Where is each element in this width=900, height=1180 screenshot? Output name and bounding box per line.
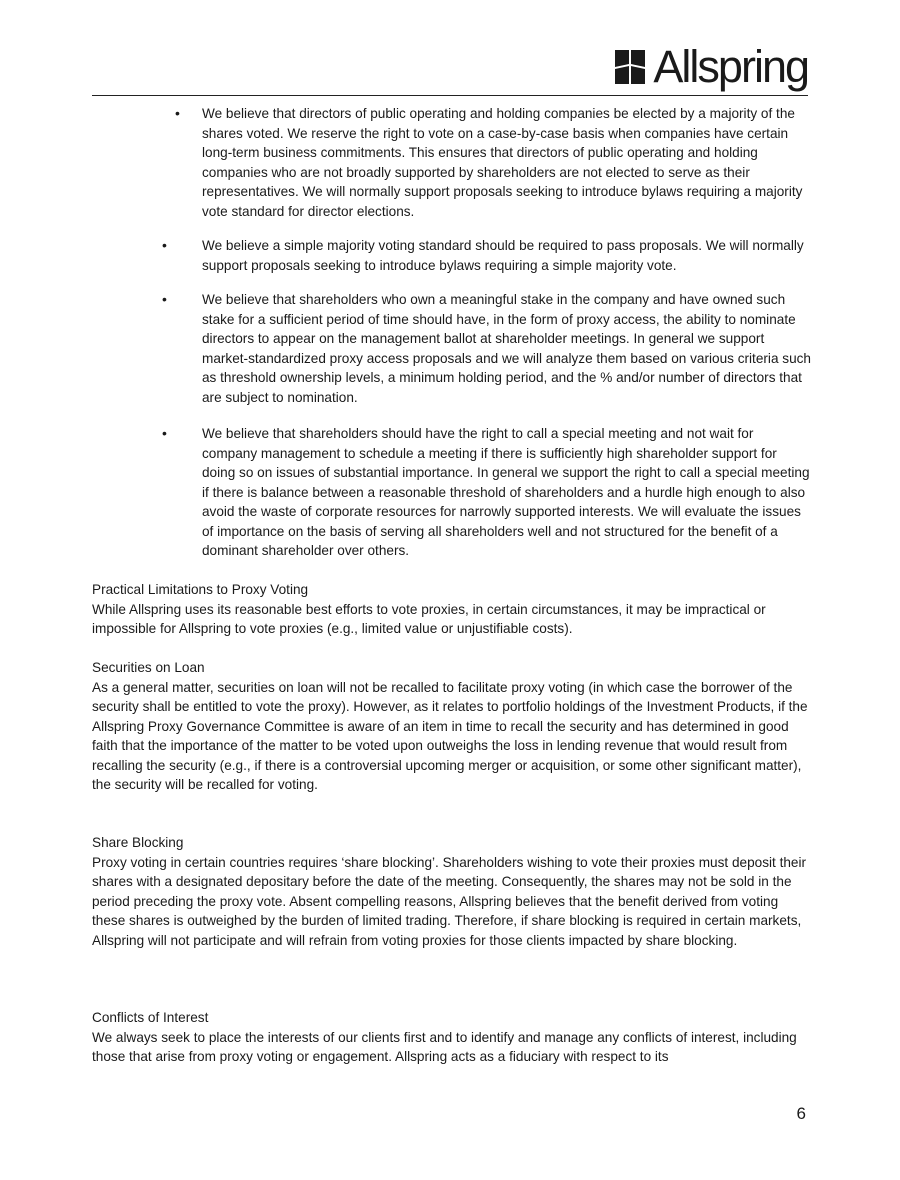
section-body: As a general matter, securities on loan will not be recalled to facilitate proxy voting (in which case the borrower of the security shall be entitled to vote the proxy). However, as it relates to portfolio holdings of the Investment Products, if the Allspring Proxy Governance Committee is aware of an item in time to recall the security and has determined in good faith that the importance of the matter to be voted upon outweighs the loss in lending revenue that would result from recalling the security (e.g., if there is a controversial upcoming merger or acquisition, or some other significant matter), the security will be recalled for voting.: [92, 679, 808, 792]
bullet-marker: •: [162, 425, 167, 441]
section-practical-limitations: [92, 580, 812, 639]
bullet-item-proxy-access: We believe that shareholders who own a meaningful stake in the company and have owned such stake for a sufficient period of time should have, in the form of proxy access, the ability to nominate directors to appear on the management ballot at shareholder meetings. In general we support market-standardized proxy access proposals and we will analyze them based on various criteria such as threshold ownership levels, a minimum holding period, and the % and/or number of directors that are subject to nomination.: [202, 292, 811, 405]
section-conflicts-of-interest: [92, 1008, 812, 1067]
page-number: 6: [796, 1104, 806, 1123]
bullet-marker: •: [175, 105, 180, 121]
section-body: Proxy voting in certain countries requires ‘share blocking’. Shareholders wishing to vote their proxies must deposit their shares with a designated depositary before the date of the meeting. Consequently, the shares may not be sold in the period preceding the proxy vote. Absent compelling reasons, Allspring believes that the benefit derived from voting these shares is outweighed by the burden of limited trading. Therefore, if share blocking is required in certain markets, Allspring will not participate and will refrain from voting proxies for those clients impacted by share blocking.: [92, 854, 807, 948]
bullet-item-majority-vote: We believe that directors of public operating and holding companies be elected by a majority of the shares voted. We reserve the right to vote on a case-by-case basis when companies have certain long-term business commitments. This ensures that directors of public operating and holding companies who are not broadly supported by shareholders are not elected to serve as their representatives. We will normally support proposals seeking to introduce bylaws requiring a majority vote standard for director elections.: [202, 106, 803, 219]
allspring-logo: [615, 41, 808, 92]
bullet-item-special-meeting: We believe that shareholders should have the right to call a special meeting and not wait for company management to schedule a meeting if there is sufficiently high shareholder support for doing so on issues of substantial importance. In general we support the right to call a special meeting if there is balance between a reasonable threshold of shareholders and a hurdle high enough to also avoid the waste of corporate resources for narrowly supported interests. We will evaluate the issues of importance on the basis of serving all shareholders well and not structured for the benefit of a dominant shareholder over others.: [202, 426, 810, 558]
allspring-logo-icon: [615, 50, 645, 84]
logo-wordmark: Allspring: [653, 41, 808, 92]
bullet-marker: •: [162, 291, 167, 307]
section-heading: Securities on Loan: [92, 660, 205, 675]
bullet-item-simple-majority: We believe a simple majority voting standard should be required to pass proposals. We will normally support proposals seeking to introduce bylaws requiring a simple majority vote.: [202, 238, 804, 273]
section-securities-on-loan: [92, 658, 812, 795]
section-heading: Share Blocking: [92, 835, 184, 850]
page-header: [92, 40, 808, 96]
section-heading: Practical Limitations to Proxy Voting: [92, 582, 309, 597]
section-body: While Allspring uses its reasonable best efforts to vote proxies, in certain circumstances, it may be impractical or impossible for Allspring to vote proxies (e.g., limited value or unjustifiable costs).: [92, 601, 766, 636]
bullet-marker: •: [162, 237, 167, 253]
section-share-blocking: [92, 833, 812, 950]
section-body: We always seek to place the interests of our clients first and to identify and manage any conflicts of interest, including those that arise from proxy voting or engagement. Allspring acts as a fiduciary with respect to its: [92, 1029, 797, 1064]
section-heading: Conflicts of Interest: [92, 1010, 209, 1025]
